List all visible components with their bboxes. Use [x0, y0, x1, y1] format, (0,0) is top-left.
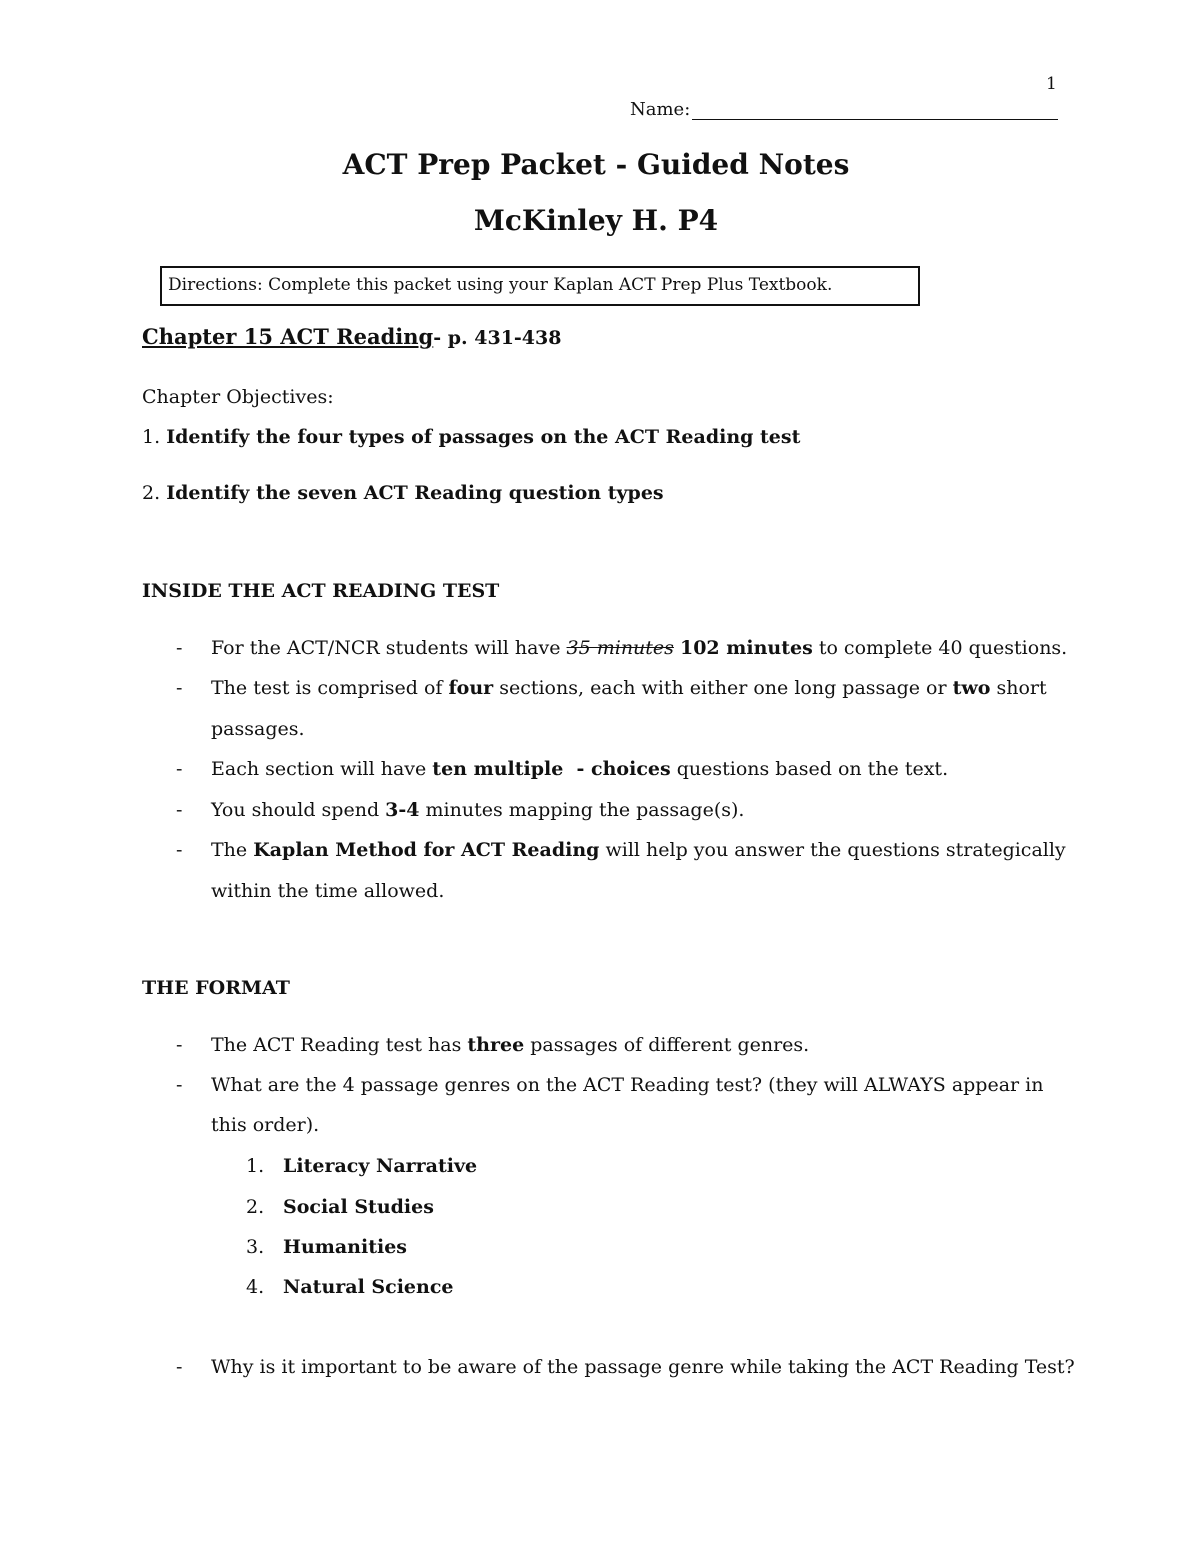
chapter-pages: - p. 431-438: [433, 327, 562, 349]
bullet-dash: -: [176, 1034, 183, 1056]
chapter-heading: [142, 324, 561, 349]
bullet-dash: -: [176, 799, 183, 821]
bullet-dash: -: [176, 677, 183, 699]
inside-bullet-2: [211, 677, 1047, 699]
bullet-dash: -: [176, 1356, 183, 1378]
bold-text: Kaplan Method for ACT Reading: [253, 839, 600, 861]
bold-text: four: [448, 677, 494, 699]
objective-2-num: 2.: [142, 482, 161, 504]
document-title: ACT Prep Packet - Guided Notes: [342, 148, 850, 181]
objective-2-text: Identify the seven ACT Reading question types: [166, 482, 664, 504]
objective-2: [142, 482, 664, 504]
name-label: Name:: [630, 99, 691, 120]
chapter-title: Chapter 15 ACT Reading: [142, 324, 434, 349]
objectives-label: Chapter Objectives:: [142, 386, 334, 408]
text-run: For the ACT/NCR students will have: [211, 637, 567, 659]
objective-1-num: 1.: [142, 426, 161, 448]
format-heading: THE FORMAT: [142, 977, 290, 999]
genre-num: 4.: [246, 1276, 265, 1298]
genre-item: Natural Science: [283, 1276, 454, 1298]
format-bullet-2: What are the 4 passage genres on the ACT Reading test? (they will ALWAYS appear in: [211, 1074, 1044, 1096]
inside-heading: INSIDE THE ACT READING TEST: [142, 580, 500, 602]
directions-box: Directions: Complete this packet using your Kaplan ACT Prep Plus Textbook.: [160, 266, 920, 306]
inside-bullet-1: [211, 637, 1067, 659]
bullet-dash: -: [176, 758, 183, 780]
bullet-dash: -: [176, 1074, 183, 1096]
bold-text: 3-4: [385, 799, 420, 821]
format-bullet-1: [211, 1034, 809, 1056]
text-run: The ACT Reading test has: [211, 1034, 468, 1056]
genre-item: Humanities: [283, 1236, 407, 1258]
text-run: Each section will have: [211, 758, 433, 780]
bold-text: three: [467, 1034, 525, 1056]
name-blank-line: [692, 119, 1058, 120]
format-bullet-2-cont: this order).: [211, 1114, 320, 1136]
text-run: minutes mapping the passage(s).: [419, 799, 745, 821]
text-run: sections, each with either one long passage or: [493, 677, 953, 699]
text-run: short: [990, 677, 1047, 699]
text-run: The: [211, 839, 254, 861]
genre-num: 1.: [246, 1155, 265, 1177]
text-run: passages of different genres.: [524, 1034, 810, 1056]
inside-bullet-2-cont: passages.: [211, 718, 305, 740]
objective-1: [142, 426, 800, 448]
bold-text: ten multiple - choices: [432, 758, 671, 780]
bullet-dash: -: [176, 637, 183, 659]
inside-bullet-4: [211, 799, 744, 821]
genre-num: 3.: [246, 1236, 265, 1258]
inside-bullet-5: [211, 839, 1066, 861]
inside-bullet-5-cont: within the time allowed.: [211, 880, 445, 902]
genre-num: 2.: [246, 1196, 265, 1218]
page-number: 1: [1046, 74, 1057, 94]
format-bullet-3: Why is it important to be aware of the passage genre while taking the ACT Reading Test?: [211, 1356, 1075, 1378]
inside-bullet-3: [211, 758, 948, 780]
document-subtitle: McKinley H. P4: [473, 204, 719, 237]
bold-text: two: [952, 677, 991, 699]
genre-item: Social Studies: [283, 1196, 434, 1218]
text-run: to complete 40 questions.: [812, 637, 1068, 659]
text-run: You should spend: [211, 799, 386, 821]
objective-1-text: Identify the four types of passages on the ACT Reading test: [166, 426, 801, 448]
bullet-dash: -: [176, 839, 183, 861]
genre-item: Literacy Narrative: [283, 1155, 478, 1177]
text-run: questions based on the text.: [670, 758, 949, 780]
bold-text: 102 minutes: [679, 637, 813, 659]
text-run: will help you answer the questions strategically: [599, 839, 1066, 861]
text-run: The test is comprised of: [211, 677, 449, 699]
struck-text: 35 minutes: [566, 637, 674, 659]
